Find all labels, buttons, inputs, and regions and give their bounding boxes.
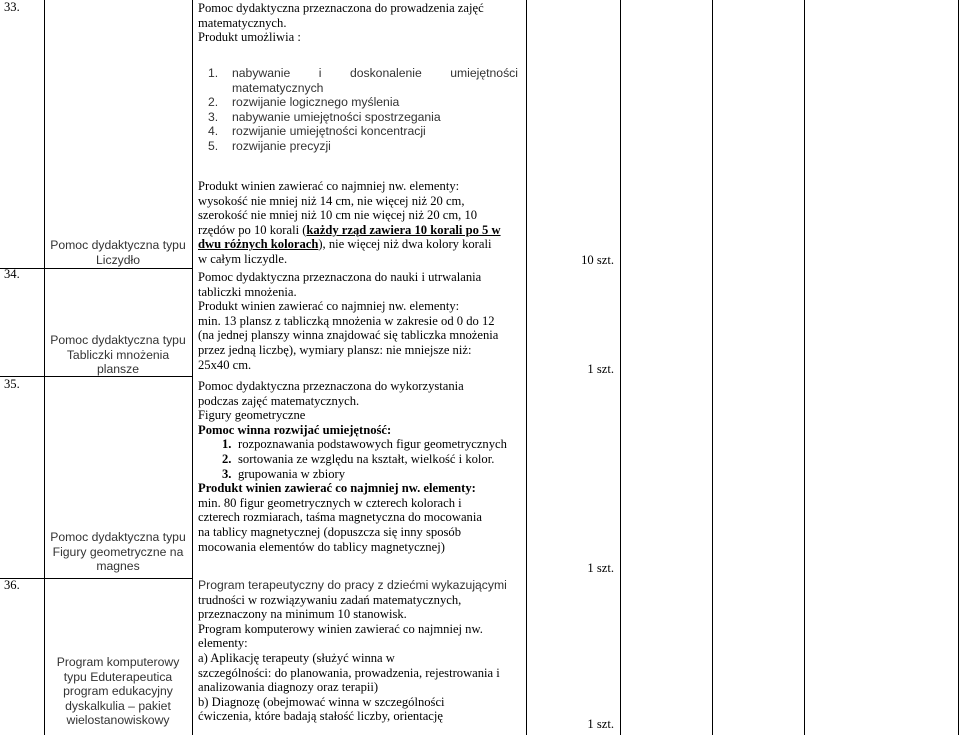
desc-emphasis: dwu różnych kolorach [198,237,319,252]
row-quantity: 1 szt. [587,362,614,376]
list-item [208,139,518,154]
desc-line: 25x40 cm. [198,357,252,372]
name-line: Liczydło [95,252,141,267]
list-number: 2. [222,451,232,466]
desc-line: przeznaczony na minimum 10 stanowisk. [198,607,407,622]
row-list [208,66,518,154]
list-text: nabywanie i doskonalenie umiejętności matematycznych [232,66,518,95]
desc-line: ćwiczenia, które badają stałość liczby, orientację [198,709,443,724]
list-item [222,467,518,482]
name-line: Pomoc dydaktyczna typu [50,238,186,252]
row-number: 36. [4,578,20,592]
desc-line: Produkt winien zawierać co najmniej nw. elementy: [198,179,460,193]
desc-line: Pomoc dydaktyczna przeznaczona do wykorzystania [198,379,464,393]
desc-line: tabliczki mnożenia. [198,284,297,299]
desc-line: elementy: [198,636,248,651]
desc-line: min. 13 plansz z tabliczką mnożenia w zakresie od 0 do 12 [198,313,495,328]
list-item [222,437,518,452]
desc-line: w całym liczydle. [198,251,288,266]
table-border-col6 [804,0,805,735]
desc-line: Figury geometryczne [198,408,306,423]
row-number: 34. [4,267,20,281]
list-text: nabywanie umiejętności spostrzegania [232,109,441,124]
desc-line: Pomoc winna rozwijać umiejętność: [198,422,392,437]
row-name [48,655,188,728]
list-number: 4. [208,124,219,139]
row-name [48,333,188,377]
row-quantity: 1 szt. [587,717,614,731]
desc-line: matematycznych. [198,15,287,30]
name-line: plansze [96,362,139,377]
desc-line: Produkt winien zawierać co najmniej nw. elementy: [198,481,476,496]
desc-line: analizowania diagnozy oraz terapii) [198,680,379,695]
row-separator [0,578,192,579]
name-line: Pomoc dydaktyczna typu [50,530,186,544]
row-description [198,578,518,724]
name-line: Tabliczki mnożenia [66,347,170,362]
desc-line: min. 80 figur geometrycznych w czterech kolorach i [198,495,462,510]
desc-line: wysokość nie mniej niż 14 cm, nie więcej niż 20 cm, [198,193,465,208]
name-line: dyskalkulia – pakiet [65,698,171,713]
row-description [198,1,518,45]
row-quantity: 1 szt. [587,561,614,575]
desc-line: podczas zajęć matematycznych. [198,393,360,408]
desc-text: rzędów po 10 korali ( [198,222,307,237]
desc-line: przez jedną liczbę), wymiary plansz: nie mniejsze niż: [198,342,472,357]
desc-line: Produkt umożliwia : [198,30,301,45]
list-number: 1. [222,437,232,452]
list-item [208,95,518,110]
row-list [198,437,518,481]
desc-line: b) Diagnozę (obejmować winna w szczególności [198,694,445,709]
table-border-col5 [712,0,713,735]
name-line: magnes [96,559,140,574]
row-name [48,530,188,574]
row-name [48,238,188,267]
desc-line: Pomoc dydaktyczna przeznaczona do nauki i utrwalania [198,270,482,284]
list-number: 3. [222,466,232,481]
list-text: rozwijanie logicznego myślenia [232,95,400,110]
list-item [208,110,518,125]
list-text: rozpoznawania podstawowych figur geometrycznych [238,437,507,452]
desc-line: szerokość nie mniej niż 10 cm nie więcej niż 20 cm, 10 [198,208,478,223]
list-item [222,452,518,467]
list-text: grupowania w zbiory [238,466,346,481]
desc-text: ), nie więcej niż dwa kolory korali [318,237,492,252]
name-line: typu Eduterapeutica [63,669,173,684]
table-border-col2 [192,0,193,735]
list-text: sortowania ze względu na kształt, wielkość i kolor. [238,451,495,466]
list-number: 5. [208,138,219,153]
row-description [198,270,518,372]
row-separator [0,268,192,269]
list-item [208,124,518,139]
list-number: 3. [208,109,219,124]
row-number: 35. [4,377,20,391]
list-text: rozwijanie precyzji [232,138,331,153]
desc-line: mocowania elementów do tablicy magnetycznej) [198,539,445,554]
name-line: Pomoc dydaktyczna typu [50,333,186,347]
table-border-right [958,0,959,735]
desc-line: na tablicy magnetycznej (dopuszcza się inny sposób [198,524,461,539]
name-line: Program komputerowy [56,655,180,669]
row-number: 33. [4,0,20,14]
desc-line: Program komputerowy winien zawierać co najmniej nw. [198,621,483,636]
desc-line: a) Aplikację terapeuty (służyć winna w [198,650,395,665]
desc-emphasis: każdy rząd zawiera 10 korali po 5 w [306,222,501,237]
table-border-col3 [526,0,527,735]
list-item [208,66,518,95]
desc-line: Produkt winien zawierać co najmniej nw. elementy: [198,299,460,314]
name-line: Figury geometryczne na [52,544,184,559]
list-number: 2. [208,95,219,110]
desc-line: Pomoc dydaktyczna przeznaczona do prowadzenia zajęć [198,1,484,15]
row-description [198,179,518,267]
desc-line: Program terapeutyczny do pracy z dziećmi wykazującymi [198,578,507,592]
desc-line: szczególności: do planowania, prowadzenia, rejestrowania i [198,665,500,680]
list-number: 1. [208,66,219,80]
table-border-col4 [620,0,621,735]
row-description [198,379,518,554]
list-text: rozwijanie umiejętności koncentracji [232,124,426,139]
desc-line [198,237,518,252]
desc-line [198,223,518,238]
name-line: program edukacyjny [63,684,173,699]
row-separator [0,376,192,377]
row-quantity: 10 szt. [581,253,614,267]
desc-line: (na jednej planszy winna znajdować się tabliczka mnożenia [198,328,499,343]
desc-line: czterech rozmiarach, taśma magnetyczna do mocowania [198,510,482,525]
table-border-left [44,0,45,735]
desc-line: trudności w rozwiązywaniu zadań matematycznych, [198,592,462,607]
name-line: wielostanowiskowy [66,713,170,728]
